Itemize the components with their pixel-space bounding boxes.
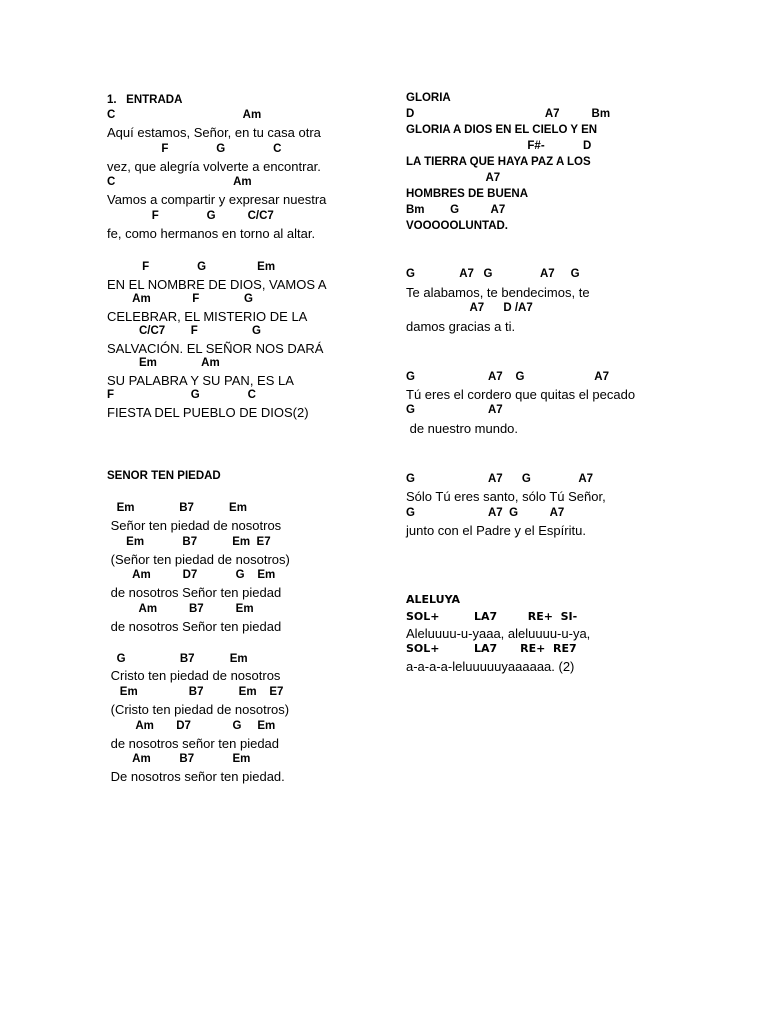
- lyric-line: Vamos a compartir y expresar nuestra: [107, 192, 327, 207]
- chord-line: F G C/C7: [107, 210, 274, 222]
- lyric-line: SU PALABRA Y SU PAN, ES LA: [107, 373, 294, 388]
- lyric-line: SALVACIÓN. EL SEÑOR NOS DARÁ: [107, 341, 324, 356]
- chord-line: Em B7 Em E7: [107, 536, 271, 548]
- lyric-line: EN EL NOMBRE DE DIOS, VAMOS A: [107, 277, 327, 292]
- lyric-line: Aleluuuu-u-yaaa, aleluuuu-u-ya,: [406, 626, 591, 641]
- chord-line: SOL+ LA7 RE+ SI-: [406, 610, 578, 623]
- chord-line: Em B7 Em E7: [107, 686, 284, 698]
- chord-line: C/C7 F G: [107, 325, 261, 337]
- lyric-line: de nosotros señor ten piedad: [107, 736, 280, 751]
- lyric-line: junto con el Padre y el Espíritu.: [406, 523, 586, 538]
- lyric-line: VOOOOOLUNTAD.: [406, 220, 509, 232]
- lyric-line: damos gracias a ti.: [406, 319, 516, 334]
- lyric-line: de nosotros Señor ten piedad: [107, 619, 282, 634]
- lyric-line: LA TIERRA QUE HAYA PAZ A LOS: [406, 156, 591, 168]
- entrada-title: 1. ENTRADA: [107, 94, 183, 106]
- lyric-line: (Cristo ten piedad de nosotros): [107, 702, 290, 717]
- chord-line: Am B7 Em: [107, 753, 251, 765]
- chord-line: G B7 Em: [107, 653, 248, 665]
- chord-line: F#- D: [406, 140, 592, 152]
- chord-line: Am D7 G Em: [107, 720, 276, 732]
- chord-line: Am B7 Em: [107, 603, 254, 615]
- senor-ten-piedad-title: SENOR TEN PIEDAD: [107, 470, 221, 482]
- lyric-line: GLORIA A DIOS EN EL CIELO Y EN: [406, 124, 598, 136]
- lyric-line: de nosotros Señor ten piedad: [107, 585, 282, 600]
- aleluya-title: ALELUYA: [406, 593, 461, 606]
- lyric-line: vez, que alegría volverte a encontrar.: [107, 159, 321, 174]
- lyric-line: Cristo ten piedad de nosotros: [107, 668, 281, 683]
- chord-line: F G Em: [107, 261, 276, 273]
- chord-line: D A7 Bm: [406, 108, 611, 120]
- lyric-line: HOMBRES DE BUENA: [406, 188, 529, 200]
- lyric-line: Aquí estamos, Señor, en tu casa otra: [107, 125, 321, 140]
- chord-line: Am D7 G Em: [107, 569, 276, 581]
- chord-line: F G C: [107, 143, 282, 155]
- chord-line: Bm G A7: [406, 204, 506, 216]
- lyric-line: (Señor ten piedad de nosotros): [107, 552, 290, 567]
- lyric-line: De nosotros señor ten piedad.: [107, 769, 285, 784]
- chord-line: G A7 G A7: [406, 371, 609, 383]
- lyric-line: Tú eres el cordero que quitas el pecado: [406, 387, 636, 402]
- chord-line: A7 D /A7: [406, 302, 533, 314]
- lyric-line: a-a-a-a-leluuuuuyaaaaaa. (2): [406, 659, 575, 674]
- chord-line: G A7: [406, 404, 503, 416]
- chord-line: A7: [406, 172, 501, 184]
- chord-line: G A7 G A7: [406, 473, 594, 485]
- lyric-line: de nuestro mundo.: [406, 421, 519, 436]
- lyric-line: Señor ten piedad de nosotros: [107, 518, 282, 533]
- gloria-title: GLORIA: [406, 92, 451, 104]
- chord-line: Em B7 Em: [107, 502, 247, 514]
- lyric-line: CELEBRAR, EL MISTERIO DE LA: [107, 309, 308, 324]
- lyric-line: Sólo Tú eres santo, sólo Tú Señor,: [406, 489, 606, 504]
- chord-line: C Am: [107, 176, 252, 188]
- chord-line: Em Am: [107, 357, 220, 369]
- chord-line: G A7 G A7: [406, 507, 565, 519]
- chord-line: G A7 G A7 G: [406, 268, 580, 280]
- chord-line: Am F G: [107, 293, 253, 305]
- lyric-line: Te alabamos, te bendecimos, te: [406, 285, 590, 300]
- lyric-line: FIESTA DEL PUEBLO DE DIOS(2): [107, 405, 309, 420]
- lyric-line: fe, como hermanos en torno al altar.: [107, 226, 316, 241]
- chord-line: F G C: [107, 389, 256, 401]
- chord-line: C Am: [107, 109, 262, 121]
- chord-line: SOL+ LA7 RE+ RE7: [406, 642, 577, 655]
